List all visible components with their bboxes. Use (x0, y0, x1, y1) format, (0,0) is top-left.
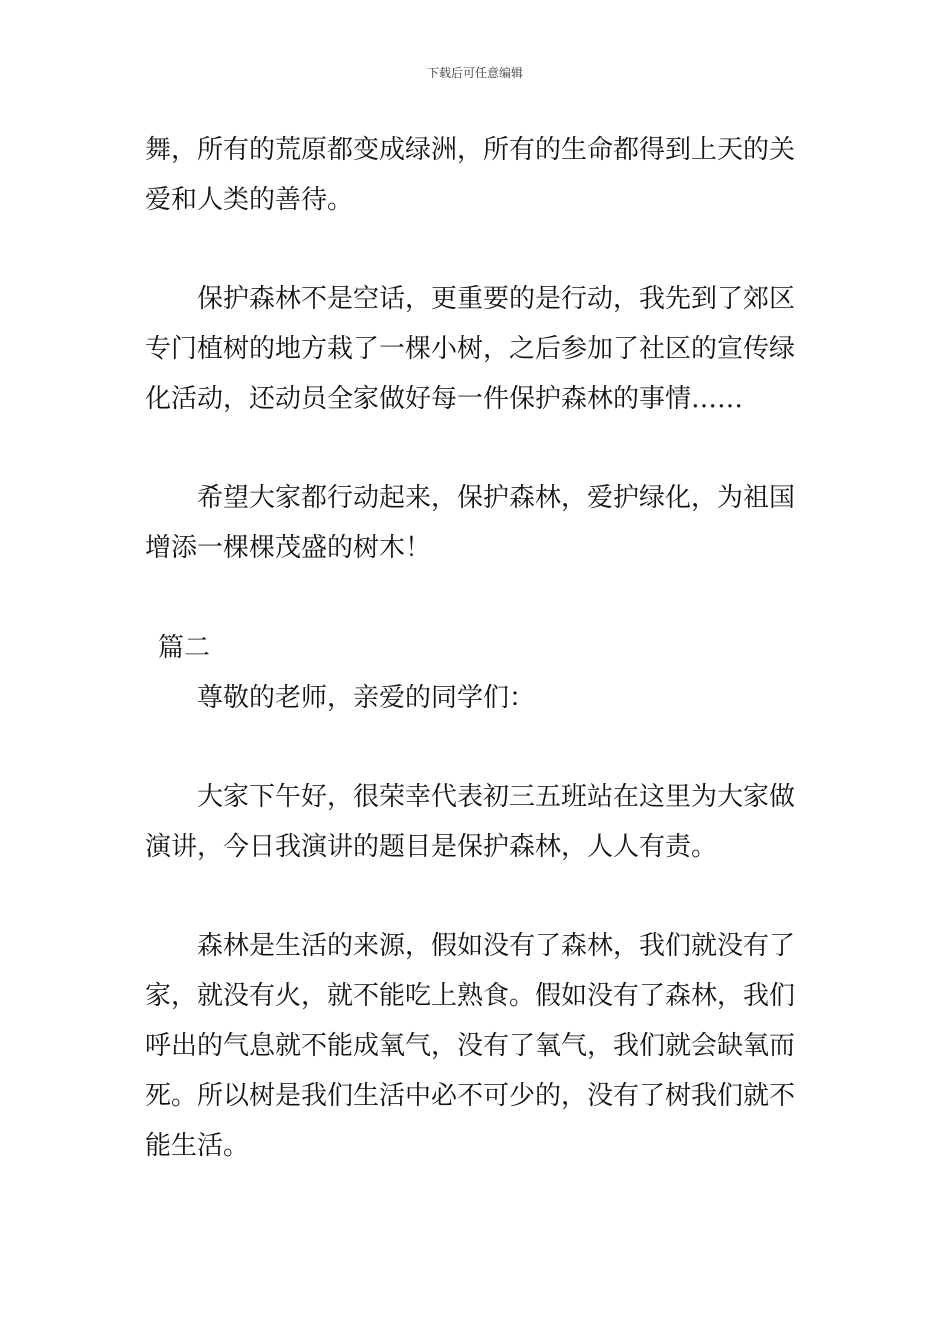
paragraph-line: 增添一棵棵茂盛的树木！ (145, 533, 432, 563)
paragraph-line: 死。所以树是我们生活中必不可少的，没有了树我们就不 (145, 1081, 796, 1111)
paragraph-line: 爱和人类的善待。 (145, 185, 354, 215)
paragraph-line: 希望大家都行动起来，保护森林，爱护绿化，为祖国 (197, 483, 796, 513)
paragraph-line: 保护森林不是空话，更重要的是行动，我先到了郊区 (197, 284, 796, 314)
section-title: 篇二 (158, 633, 211, 663)
paragraph-line: 森林是生活的来源，假如没有了森林，我们就没有了 (197, 931, 796, 961)
paragraph-line: 化活动，还动员全家做好每一件保护森林的事情…… (145, 384, 744, 414)
paragraph-line: 专门植树的地方栽了一棵小树，之后参加了社区的宣传绿 (145, 334, 796, 364)
paragraph-line: 舞，所有的荒原都变成绿洲，所有的生命都得到上天的关 (145, 135, 796, 165)
paragraph-line: 大家下午好，很荣幸代表初三五班站在这里为大家做 (197, 782, 796, 812)
paragraph-line: 演讲，今日我演讲的题目是保护森林，人人有责。 (145, 832, 718, 862)
greeting: 尊敬的老师，亲爱的同学们： (197, 683, 536, 713)
paragraph-line: 呼出的气息就不能成氧气，没有了氧气，我们就会缺氧而 (145, 1031, 796, 1061)
paragraph-line: 能生活。 (145, 1131, 250, 1161)
page-header: 下载后可任意编辑 (426, 66, 523, 80)
paragraph-line: 家，就没有火，就不能吃上熟食。假如没有了森林，我们 (145, 981, 796, 1011)
